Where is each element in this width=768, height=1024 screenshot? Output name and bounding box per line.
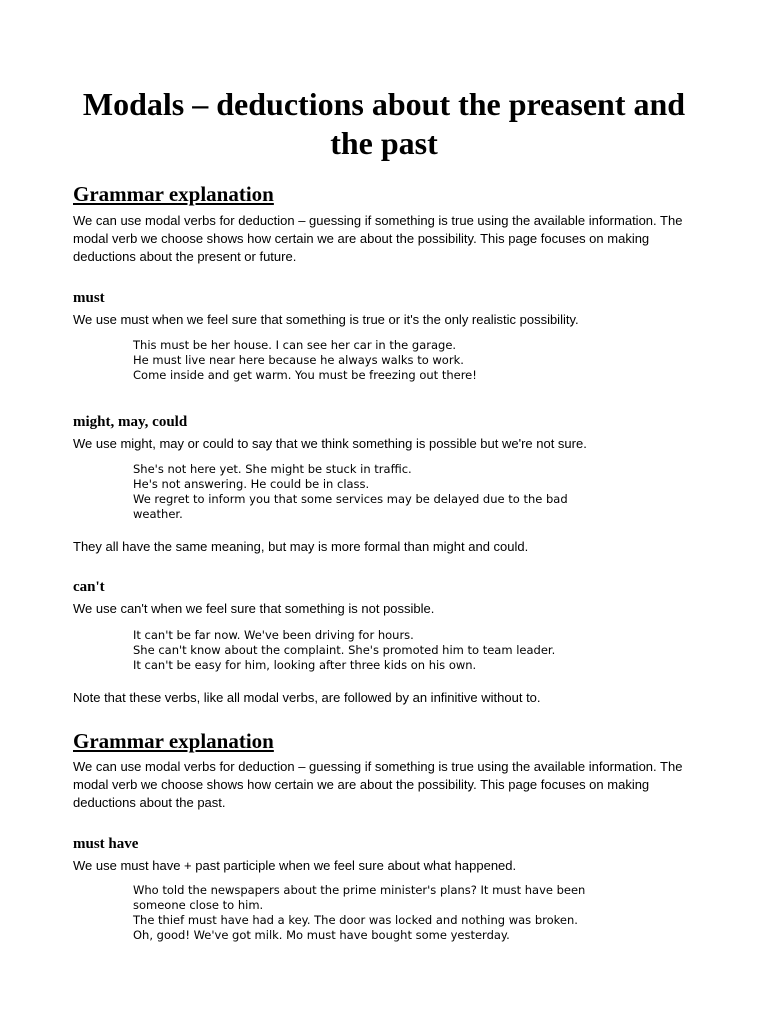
example-line: It can't be far now. We've been driving for hours. [133,628,414,642]
example-line: She's not here yet. She might be stuck in traffic. [133,462,412,476]
example-line: It can't be easy for him, looking after three kids on his own. [133,658,477,672]
cant-examples [133,628,613,673]
page-title: Modals – deductions about the preasent and the past [82,86,686,161]
example-line: Come inside and get warm. You must be freezing out there! [133,368,477,382]
example-line: She can't know about the complaint. She's promoted him to team leader. [133,643,556,657]
cant-note: Note that these verbs, like all modal verbs, are followed by an infinitive without to. [73,690,541,705]
section-heading-past: Grammar explanation [73,729,274,753]
must-heading: must [73,290,105,306]
example-line: He's not answering. He could be in class. [133,477,370,491]
example-line: He must live near here because he always walks to work. [133,353,464,367]
present-intro: We can use modal verbs for deduction – guessing if something is true using the available information. The modal verb we choose shows how certain we are about the possibility. This page focuses on making deductions about the present or future. [73,213,683,264]
might-examples [133,462,593,522]
example-line: The thief must have had a key. The door was locked and nothing was broken. [133,913,578,927]
section-heading-present: Grammar explanation [73,182,274,206]
cant-heading: can't [73,579,105,595]
example-line: Who told the newspapers about the prime minister's plans? It must have been someone close to him. [133,883,586,912]
must-have-examples [133,883,613,943]
past-intro: We can use modal verbs for deduction – guessing if something is true using the available information. The modal verb we choose shows how certain we are about the possibility. This page focuses on making deductions about the past. [73,759,683,810]
cant-text: We use can't when we feel sure that something is not possible. [73,601,435,616]
must-examples [133,338,613,383]
might-note: They all have the same meaning, but may is more formal than might and could. [73,539,529,554]
example-line: Oh, good! We've got milk. Mo must have bought some yesterday. [133,928,510,942]
might-text: We use might, may or could to say that we think something is possible but we're not sure. [73,436,587,451]
might-heading: might, may, could [73,414,188,430]
must-text: We use must when we feel sure that something is true or it's the only realistic possibility. [73,312,579,327]
must-have-text: We use must have + past participle when we feel sure about what happened. [73,858,517,873]
example-line: This must be her house. I can see her car in the garage. [133,338,457,352]
example-line: We regret to inform you that some services may be delayed due to the bad weather. [133,492,568,521]
must-have-heading: must have [73,836,139,852]
